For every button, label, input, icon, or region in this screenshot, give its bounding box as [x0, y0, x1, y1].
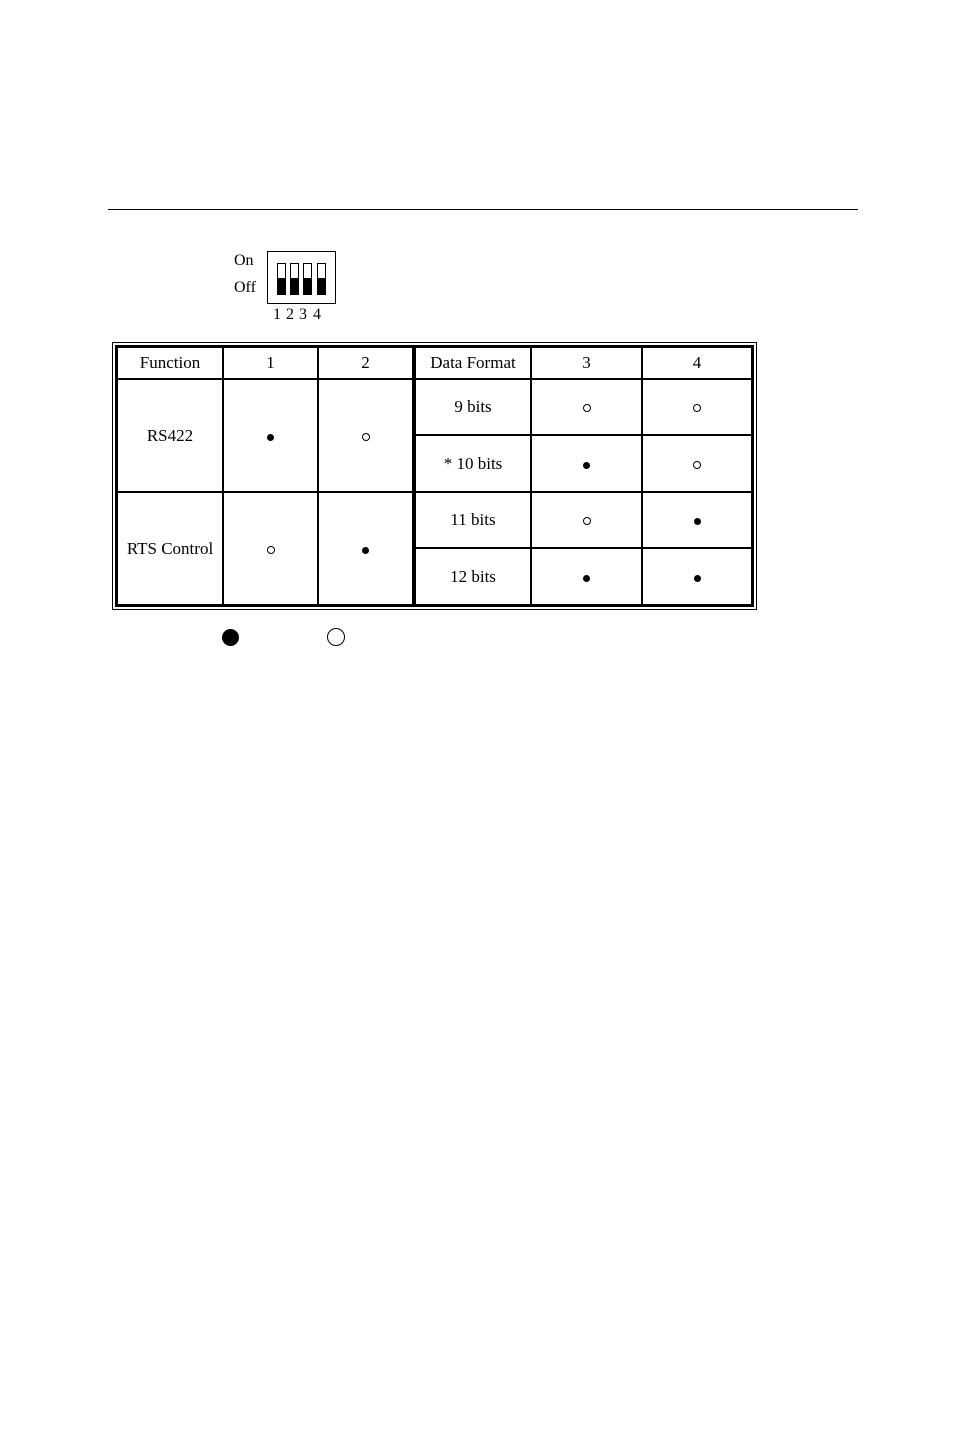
header-function: Function: [117, 347, 223, 379]
header-switch-4: 4: [642, 347, 752, 379]
data-format-table: [415, 347, 752, 606]
dip-number-2: 2: [286, 306, 294, 323]
header-switch-2: 2: [318, 347, 413, 379]
function-label: RTS Control: [117, 492, 223, 606]
format-label: 9 bits: [415, 379, 531, 435]
off-dot-icon: [267, 546, 275, 554]
filled-circle-icon: [222, 629, 239, 646]
on-dot-icon: [362, 547, 369, 554]
off-dot-icon: [693, 461, 701, 469]
table-row: [415, 435, 752, 492]
format-label: 12 bits: [415, 548, 531, 606]
dip-on-label: On: [234, 252, 254, 269]
on-dot-icon: [694, 575, 701, 582]
function-label: RS422: [117, 379, 223, 492]
header-rule: [108, 209, 858, 210]
dip-number-1: 1: [273, 306, 281, 323]
dip-switch-4-icon: [317, 263, 326, 295]
dip-switch-1-icon: [277, 263, 286, 295]
table-row: [117, 379, 413, 492]
off-dot-icon: [583, 517, 591, 525]
dip-off-label: Off: [234, 279, 256, 296]
header-switch-3: 3: [531, 347, 642, 379]
on-dot-icon: [583, 575, 590, 582]
on-dot-icon: [267, 434, 274, 441]
dip-switch-2-icon: [290, 263, 299, 295]
table-row: [415, 492, 752, 548]
dip-switch-body: [267, 251, 336, 304]
table-row: [415, 548, 752, 606]
dip-number-3: 3: [299, 306, 307, 323]
on-dot-icon: [694, 518, 701, 525]
function-table: [117, 347, 413, 606]
off-dot-icon: [583, 404, 591, 412]
format-label: * 10 bits: [415, 435, 531, 492]
header-data-format: Data Format: [415, 347, 531, 379]
format-label: 11 bits: [415, 492, 531, 548]
dip-switch-3-icon: [303, 263, 312, 295]
table-row: [415, 379, 752, 435]
open-circle-icon: [327, 628, 345, 646]
off-dot-icon: [362, 433, 370, 441]
table-row: [117, 492, 413, 606]
off-dot-icon: [693, 404, 701, 412]
on-dot-icon: [583, 462, 590, 469]
dip-number-4: 4: [313, 306, 321, 323]
header-switch-1: 1: [223, 347, 318, 379]
